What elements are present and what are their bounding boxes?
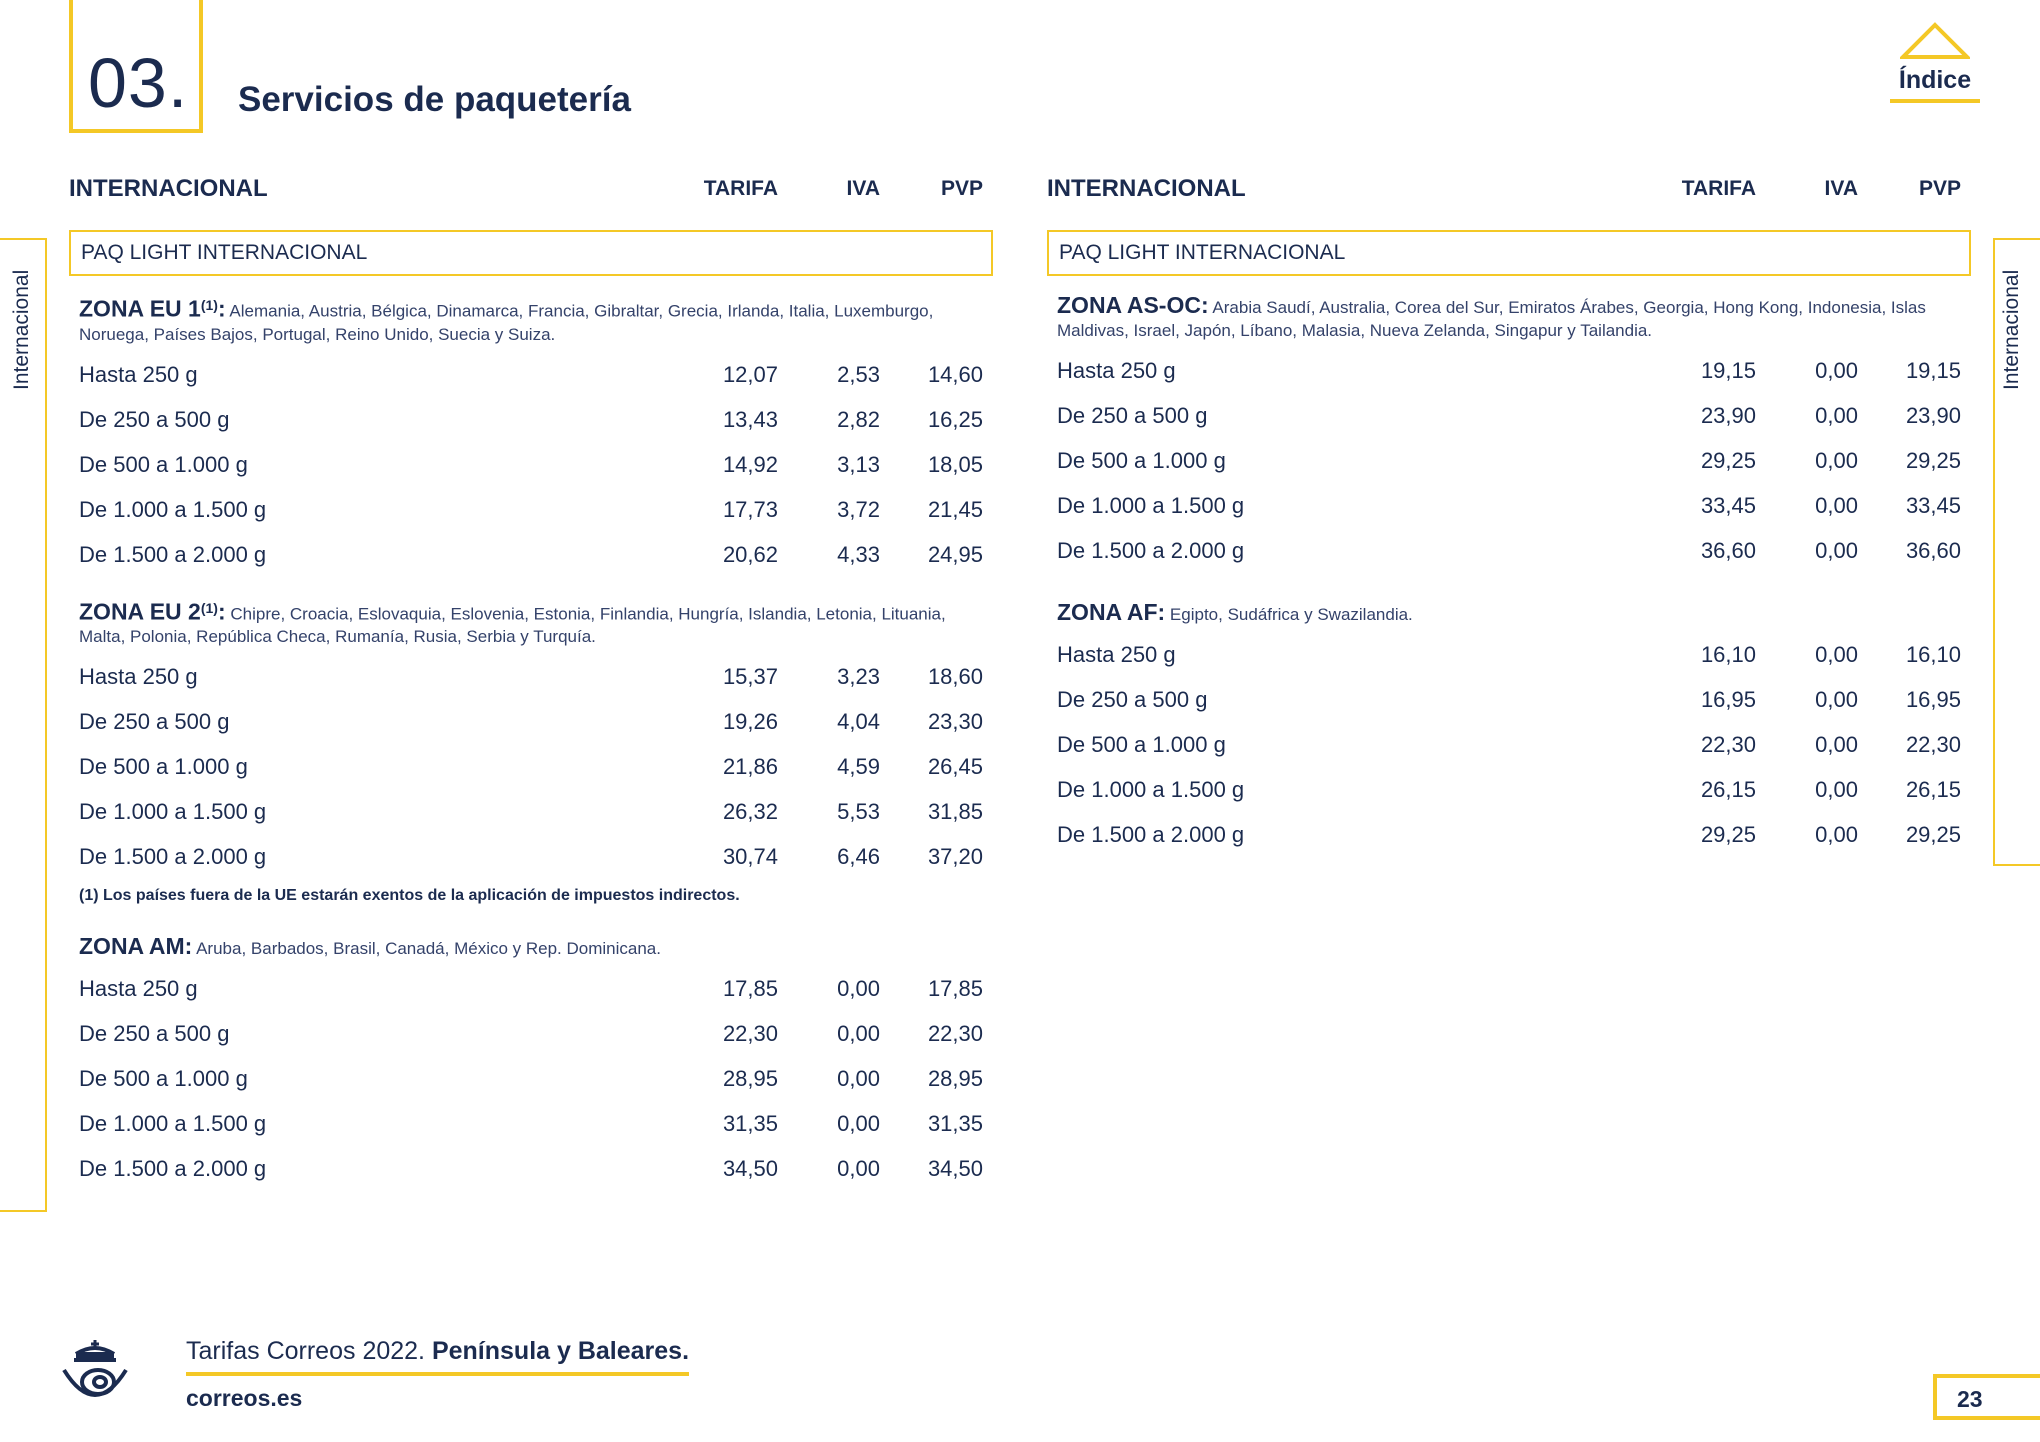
tarifa-value: 26,15 [1700,777,1756,802]
column-header-pvp: PVP [1918,177,1961,200]
pvp-value: 29,25 [1905,448,1961,473]
iva-value: 3,23 [837,664,880,690]
table-row [69,354,993,399]
weight-range-label: De 250 a 500 g [1057,403,1208,428]
zone-colon: : [217,295,226,322]
tarifa-value: 22,30 [722,1021,778,1047]
pvp-value: 26,45 [927,754,983,780]
pvp-value: 36,60 [1905,538,1961,563]
correos-logo-icon [58,1340,132,1413]
pvp-value: 22,30 [1905,732,1961,757]
tarifa-value: 34,50 [722,1156,778,1182]
column-header-iva: IVA [846,177,880,200]
iva-value: 0,00 [1815,687,1858,712]
footer-title-light: Tarifas Correos 2022. [186,1337,432,1365]
table-row [1047,395,1971,440]
table-row [1047,634,1971,679]
footer-title [186,1336,689,1376]
section-number: 03. [88,44,189,122]
tarifa-value: 16,95 [1700,687,1756,712]
weight-range-label: De 1.000 a 1.500 g [1057,777,1245,802]
table-row [69,1103,993,1148]
table-row [1047,485,1971,530]
column-header-iva: IVA [1824,177,1858,200]
footnote: (1) Los países fuera de la UE estarán exentos de la aplicación de impuestos indirectos. [79,887,740,905]
tarifa-value: 36,60 [1700,538,1756,563]
footer-title-bold: Península y Baleares. [431,1337,690,1365]
table-row [69,534,993,579]
service-name: PAQ LIGHT INTERNACIONAL [1047,230,1971,276]
pvp-value: 31,85 [927,799,983,825]
weight-range-label: Hasta 250 g [1057,642,1176,667]
iva-value: 0,00 [1815,538,1858,563]
pvp-value: 24,95 [927,541,983,567]
weight-range-label: Hasta 250 g [79,976,198,1002]
left-price-table [69,175,993,1193]
weight-range-label: De 1.500 a 2.000 g [1057,538,1245,563]
table-header [69,175,993,215]
table-row [69,1058,993,1103]
table-row [69,746,993,791]
tarifa-value: 30,74 [722,844,778,870]
weight-range-label: De 250 a 500 g [79,406,230,432]
tarifa-value: 19,15 [1700,358,1756,383]
zone-countries: Arabia Saudí, Australia, Corea del Sur, Emiratos Árabes, Georgia, Hong Kong, Indonesia, Islas Maldivas, Israel, Japón, Líbano, Malasia, Nueva Zelanda, Singapur y Tailandia. [1057,298,1926,340]
iva-value: 2,53 [837,361,880,387]
zone-block [1047,294,1971,575]
iva-value: 0,00 [1815,732,1858,757]
pvp-value: 34,50 [927,1156,983,1182]
zone-name: ZONA AS-OC [1057,292,1201,318]
weight-range-label: De 1.000 a 1.500 g [1057,493,1245,518]
pvp-value: 16,25 [927,406,983,432]
pvp-value: 23,90 [1905,403,1961,428]
table-row [69,656,993,701]
tarifa-value: 31,35 [722,1111,778,1137]
table-row [69,1013,993,1058]
table-row [69,1148,993,1193]
zone-rows [1047,634,1971,859]
table-row [1047,724,1971,769]
tarifa-value: 16,10 [1700,642,1756,667]
weight-range-label: Hasta 250 g [79,361,198,387]
iva-value: 2,82 [837,406,880,432]
pvp-value: 19,15 [1905,358,1961,383]
table-row [1047,814,1971,859]
pvp-value: 22,30 [927,1021,983,1047]
tarifa-value: 26,32 [722,799,778,825]
tarifa-value: 12,07 [722,361,778,387]
column-header-tarifa: TARIFA [703,177,778,200]
iva-value: 4,04 [837,709,880,735]
tarifa-value: 21,86 [722,754,778,780]
zone-colon: : [217,598,226,625]
weight-range-label: De 1.000 a 1.500 g [79,1111,267,1137]
table-row [69,399,993,444]
pvp-value: 17,85 [927,976,983,1002]
zone-rows [1047,350,1971,575]
zone-countries: Chipre, Croacia, Eslovaquia, Eslovenia, Estonia, Finlandia, Hungría, Islandia, Letonia, Lituania, Malta, Polonia, República Checa, Rumanía, Rusia, Serbia y Turquía. [79,604,946,647]
table-header-title: INTERNACIONAL [1047,175,1246,202]
table-row [69,836,993,881]
column-header-tarifa: TARIFA [1681,177,1756,200]
zone-list [69,294,993,1193]
page-number-box [1933,1374,2040,1420]
pvp-value: 23,30 [927,709,983,735]
iva-value: 0,00 [1815,493,1858,518]
tarifa-value: 23,90 [1700,403,1756,428]
index-link-label: Índice [1890,68,1980,103]
zone-countries: Egipto, Sudáfrica y Swazilandia. [1169,605,1413,624]
weight-range-label: Hasta 250 g [1057,358,1176,383]
weight-range-label: De 250 a 500 g [79,1021,230,1047]
tarifa-value: 22,30 [1700,732,1756,757]
pvp-value: 21,45 [927,496,983,522]
zone-block [69,597,993,882]
pvp-value: 16,10 [1905,642,1961,667]
tarifa-value: 13,43 [722,406,778,432]
zone-countries: Alemania, Austria, Bélgica, Dinamarca, Francia, Gibraltar, Grecia, Irlanda, Italia, Luxemburgo, Noruega, Países Bajos, Portugal, Reino Unido, Suecia y Suiza. [79,301,934,344]
zone-colon: : [1200,292,1209,318]
zone-colon: : [184,933,193,960]
zone-heading [69,294,993,346]
footer-website-link[interactable]: correos.es [186,1385,303,1411]
iva-value: 4,59 [837,754,880,780]
weight-range-label: De 500 a 1.000 g [79,754,248,780]
index-link[interactable] [1890,22,1980,110]
iva-value: 0,00 [837,976,880,1002]
zone-footnote-ref: (1) [200,297,218,313]
zone-name: ZONA AM [79,933,185,960]
column-header-pvp: PVP [940,177,983,200]
table-row [1047,679,1971,724]
pvp-value: 31,35 [927,1111,983,1137]
zone-rows [69,968,993,1193]
iva-value: 3,13 [837,451,880,477]
iva-value: 5,53 [837,799,880,825]
up-triangle-icon [1900,22,1970,62]
iva-value: 0,00 [837,1156,880,1182]
table-header-title: INTERNACIONAL [69,175,268,202]
tarifa-value: 29,25 [1700,822,1756,847]
pvp-value: 28,95 [927,1066,983,1092]
zone-heading [69,935,993,960]
side-tab-label: Internacional [2000,269,2023,390]
table-row [69,968,993,1013]
zone-heading [69,597,993,649]
page-number: 23 [1957,1386,1983,1412]
pvp-value: 26,15 [1905,777,1961,802]
zone-colon: : [1157,599,1166,625]
iva-value: 0,00 [1815,448,1858,473]
iva-value: 0,00 [1815,358,1858,383]
pvp-value: 33,45 [1905,493,1961,518]
weight-range-label: De 500 a 1.000 g [79,451,248,477]
weight-range-label: De 500 a 1.000 g [1057,732,1226,757]
iva-value: 6,46 [837,844,880,870]
table-header [1047,175,1971,215]
weight-range-label: De 500 a 1.000 g [79,1066,248,1092]
zone-heading [1047,294,1971,342]
table-row [69,444,993,489]
iva-value: 0,00 [837,1111,880,1137]
zone-rows [69,354,993,579]
zone-block [1047,601,1971,859]
iva-value: 0,00 [837,1066,880,1092]
weight-range-label: De 1.500 a 2.000 g [79,1156,267,1182]
iva-value: 0,00 [1815,403,1858,428]
iva-value: 0,00 [837,1021,880,1047]
iva-value: 0,00 [1815,777,1858,802]
pvp-value: 37,20 [927,844,983,870]
table-row [69,791,993,836]
page-title: Servicios de paquetería [238,80,631,119]
iva-value: 0,00 [1815,822,1858,847]
zone-block [69,935,993,1193]
weight-range-label: De 250 a 500 g [79,709,230,735]
tarifa-value: 33,45 [1700,493,1756,518]
zone-list [1047,294,1971,859]
weight-range-label: De 1.000 a 1.500 g [79,496,267,522]
service-name: PAQ LIGHT INTERNACIONAL [69,230,993,276]
zone-countries: Aruba, Barbados, Brasil, Canadá, México y Rep. Dominicana. [196,939,661,959]
weight-range-label: De 1.000 a 1.500 g [79,799,267,825]
zone-block [69,294,993,579]
table-row [69,489,993,534]
table-row [1047,769,1971,814]
pvp-value: 29,25 [1905,822,1961,847]
tarifa-value: 28,95 [722,1066,778,1092]
table-row [1047,440,1971,485]
zone-name: ZONA EU 1 [79,295,201,322]
zone-heading [1047,601,1971,626]
tarifa-value: 17,85 [722,976,778,1002]
table-row [69,701,993,746]
tarifa-value: 15,37 [722,664,778,690]
weight-range-label: De 1.500 a 2.000 g [1057,822,1245,847]
zone-name: ZONA AF [1057,599,1158,625]
tarifa-value: 17,73 [722,496,778,522]
weight-range-label: De 1.500 a 2.000 g [79,541,267,567]
tarifa-value: 19,26 [722,709,778,735]
tarifa-value: 14,92 [722,451,778,477]
weight-range-label: Hasta 250 g [79,664,198,690]
weight-range-label: De 250 a 500 g [1057,687,1208,712]
pvp-value: 18,60 [927,664,983,690]
iva-value: 4,33 [837,541,880,567]
tarifa-value: 20,62 [722,541,778,567]
pvp-value: 16,95 [1905,687,1961,712]
zone-name: ZONA EU 2 [79,598,201,625]
weight-range-label: De 1.500 a 2.000 g [79,844,267,870]
zone-footnote-ref: (1) [200,599,218,616]
iva-value: 0,00 [1815,642,1858,667]
side-tab-label: Internacional [10,269,33,390]
table-row [1047,350,1971,395]
zone-rows [69,656,993,881]
pvp-value: 18,05 [927,451,983,477]
weight-range-label: De 500 a 1.000 g [1057,448,1226,473]
iva-value: 3,72 [837,496,880,522]
pvp-value: 14,60 [927,361,983,387]
right-price-table [1047,175,1971,859]
table-row [1047,530,1971,575]
tarifa-value: 29,25 [1700,448,1756,473]
